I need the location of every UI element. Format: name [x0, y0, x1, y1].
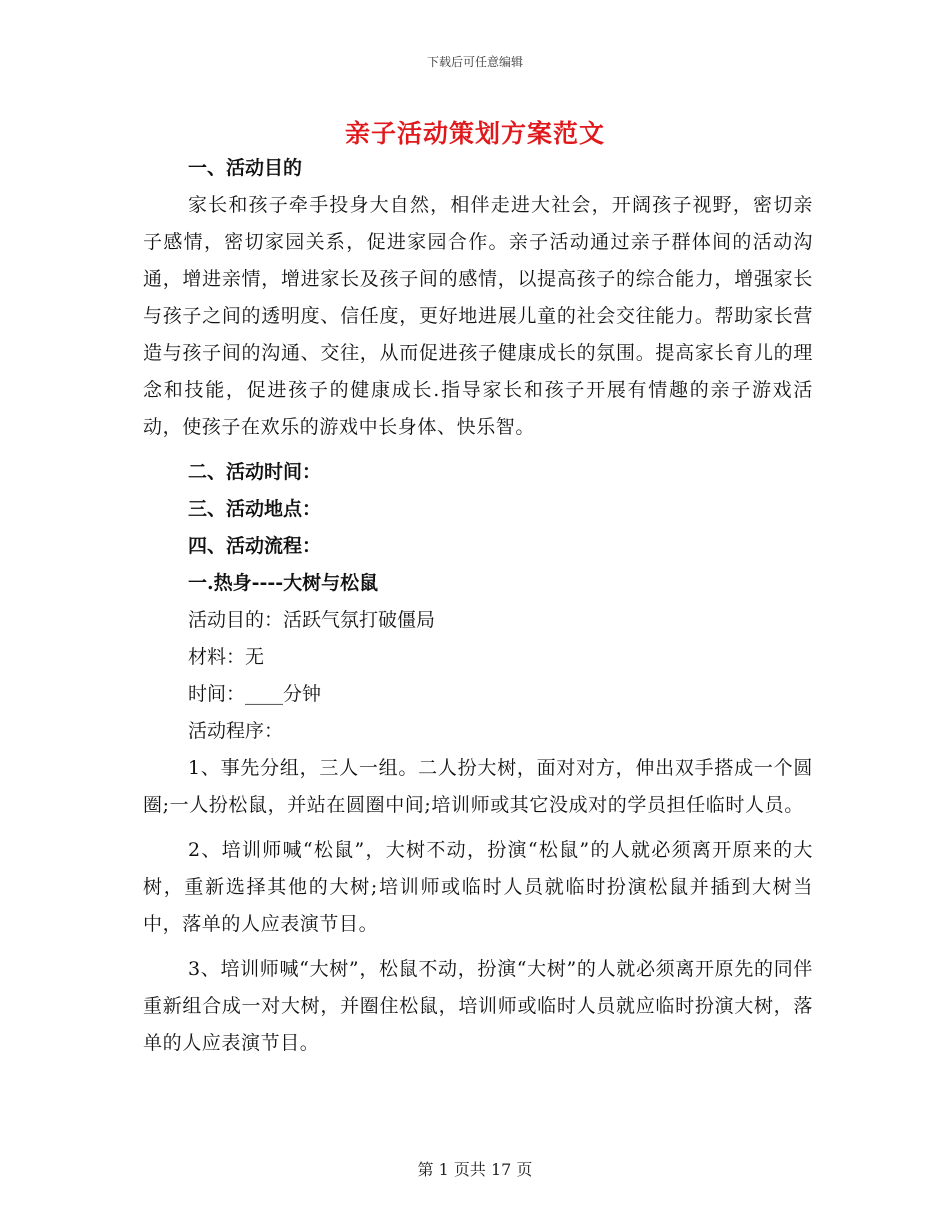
section-heading-time: 二、活动时间： — [188, 461, 322, 483]
subsection-heading-warmup: 一.热身----大树与松鼠 — [188, 572, 379, 594]
header-note: 下载后可任意编辑 — [426, 55, 523, 69]
section-heading-location: 三、活动地点： — [188, 498, 322, 520]
spacer — [143, 446, 813, 454]
materials-line: 材料：无 — [188, 646, 265, 668]
document-title: 亲子活动策划方案范文 — [344, 119, 605, 148]
spacer — [143, 824, 813, 832]
purpose-paragraph: 家长和孩子牵手投身大自然，相伴走进大社会，开阔孩子视野，密切亲子感情，密切家园关系，促进家园合作。亲子活动通过亲子群体间的活动沟通，增进亲情，增进家长及孩子间的感情，以提高孩子的综合能力，增强家长与孩子之间的透明度、信任度，更好地进展儿童的社会交往能力。帮助家长营造与孩子间的沟通、交往，从而促进孩子健康成长的氛围。提高家长育儿的理念和技能，促进孩子的健康成长.指导家长和孩子开展有情趣的亲子游戏活动，使孩子在欢乐的游戏中长身体、快乐智。 — [143, 194, 813, 438]
procedure-step-1: 1、事先分组，三人一组。二人扮大树，面对对方，伸出双手搭成一个圆圈;一人扮松鼠，并站在圆圈中间;培训师或其它没成对的学员担任临时人员。 — [143, 757, 813, 816]
spacer — [143, 943, 813, 951]
procedure-label: 活动程序： — [188, 720, 284, 742]
procedure-step-3: 3、培训师喊“大树”，松鼠不动，扮演“大树”的人就必须离开原先的同伴重新组合成一对大树，并圈住松鼠，培训师或临时人员就应临时扮演大树，落单的人应表演节目。 — [143, 958, 813, 1054]
section-heading-purpose: 一、活动目的 — [188, 157, 303, 179]
document-body — [143, 150, 813, 1062]
section-heading-process: 四、活动流程： — [188, 535, 322, 557]
procedure-step-2: 2、培训师喊“松鼠”，大树不动，扮演“松鼠”的人就必须离开原来的大树，重新选择其他的大树;培训师或临时人员就临时扮演松鼠并插到大树当中，落单的人应表演节目。 — [143, 839, 813, 935]
activity-goal-line: 活动目的：活跃气氛打破僵局 — [188, 609, 436, 631]
page-number-footer: 第 1 页共 17 页 — [417, 1160, 533, 1179]
time-line: 时间：____分钟 — [188, 683, 322, 705]
